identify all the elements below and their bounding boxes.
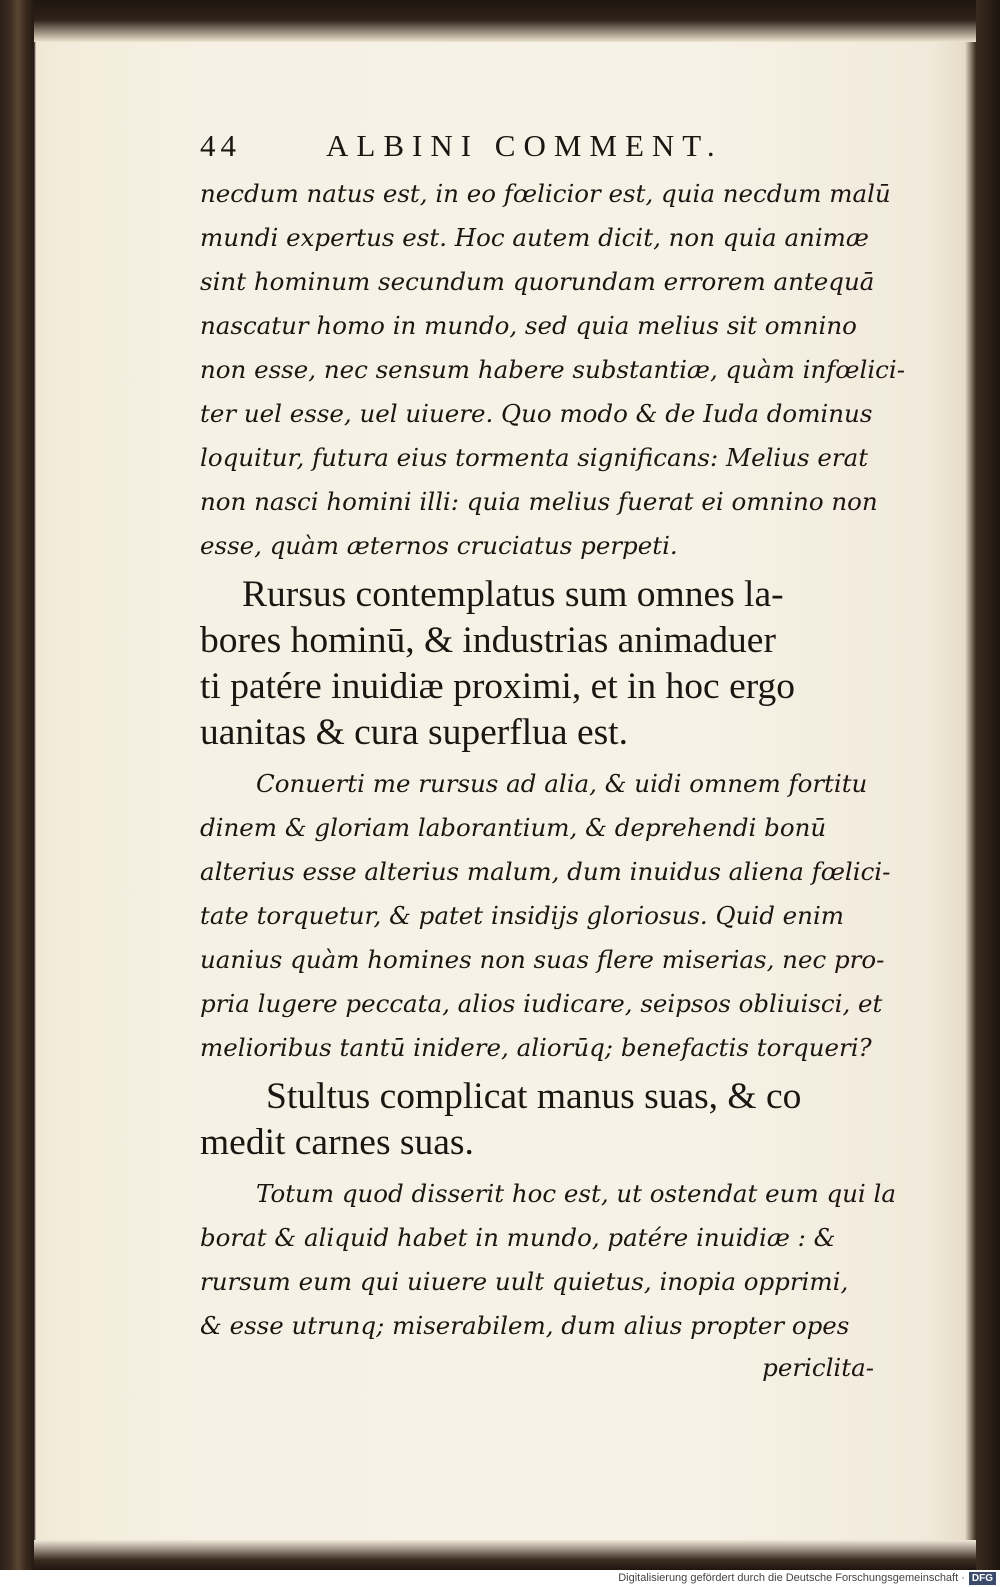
text-line: nascatur homo in mundo, sed quia melius sit omnino bbox=[200, 311, 857, 340]
commentary-paragraph-2 bbox=[200, 762, 891, 1070]
text-line: & esse utrunq; miserabilem, dum alius propter opes bbox=[200, 1311, 850, 1340]
text-line: ter uel esse, uel uiuere. Quo modo & de Iuda dominus bbox=[200, 399, 873, 428]
text-line: Stultus complicat manus suas, & co bbox=[266, 1076, 802, 1117]
text-line: sint hominum secundum quorundam errorem antequā bbox=[200, 267, 875, 296]
text-line: esse, quàm æternos cruciatus perpeti. bbox=[200, 531, 678, 560]
text-line: alterius esse alterius malum, dum inuidus aliena fœlici- bbox=[200, 857, 891, 886]
page-text-block bbox=[200, 128, 906, 1388]
funding-notice: Digitalisierung gefördert durch die Deutsche Forschungsgemeinschaft · bbox=[618, 1572, 965, 1584]
text-line: bores hominū, & industrias animaduer bbox=[200, 620, 776, 661]
scripture-verse-2 bbox=[200, 1074, 880, 1166]
page-bottom-edge bbox=[34, 1540, 976, 1570]
text-line: mundi expertus est. Hoc autem dicit, non quia animæ bbox=[200, 223, 869, 252]
text-line: uanius quàm homines non suas flere miserias, nec pro- bbox=[200, 945, 885, 974]
running-head: ALBINI COMMENT. bbox=[326, 128, 723, 163]
digitization-footer bbox=[0, 1570, 1000, 1587]
scripture-verse-1 bbox=[200, 572, 880, 756]
catchword: periclita- bbox=[762, 1353, 874, 1382]
text-line: loquitur, futura eius tormenta significans: Melius erat bbox=[200, 443, 869, 472]
text-line: non nasci homini illi: quia melius fuerat ei omnino non bbox=[200, 487, 878, 516]
text-line: dinem & gloriam laborantium, & deprehendi bonū bbox=[200, 813, 827, 842]
dfg-logo: DFG bbox=[969, 1572, 996, 1585]
page-top-edge bbox=[34, 0, 976, 42]
text-line: necdum natus est, in eo fœlicior est, quia necdum malū bbox=[200, 179, 891, 208]
text-line: melioribus tantū inidere, aliorūq; benefactis torqueri? bbox=[200, 1033, 872, 1062]
text-line: non esse, nec sensum habere substantiæ, quàm infœlici- bbox=[200, 355, 906, 384]
text-line: pria lugere peccata, alios iudicare, seipsos obliuisci, et bbox=[200, 989, 883, 1018]
text-line: Totum quod disserit hoc est, ut ostendat eum qui la bbox=[256, 1179, 897, 1208]
commentary-paragraph-1 bbox=[200, 172, 906, 568]
commentary-paragraph-3 bbox=[200, 1172, 897, 1348]
text-line: Conuerti me rursus ad alia, & uidi omnem fortitu bbox=[256, 769, 868, 798]
text-line: rursum eum qui uiuere uult quietus, inopia opprimi, bbox=[200, 1267, 849, 1296]
text-line: uanitas & cura superflua est. bbox=[200, 712, 628, 753]
text-line: borat & aliquid habet in mundo, patére inuidiæ : & bbox=[200, 1223, 836, 1252]
text-line: Rursus contemplatus sum omnes la- bbox=[242, 574, 784, 615]
page-header bbox=[200, 128, 880, 172]
page-number: 44 bbox=[200, 128, 241, 163]
text-line: ti patére inuidiæ proximi, et in hoc ergo bbox=[200, 666, 796, 707]
text-line: medit carnes suas. bbox=[200, 1122, 474, 1163]
text-line: tate torquetur, & patet insidijs gloriosus. Quid enim bbox=[200, 901, 845, 930]
